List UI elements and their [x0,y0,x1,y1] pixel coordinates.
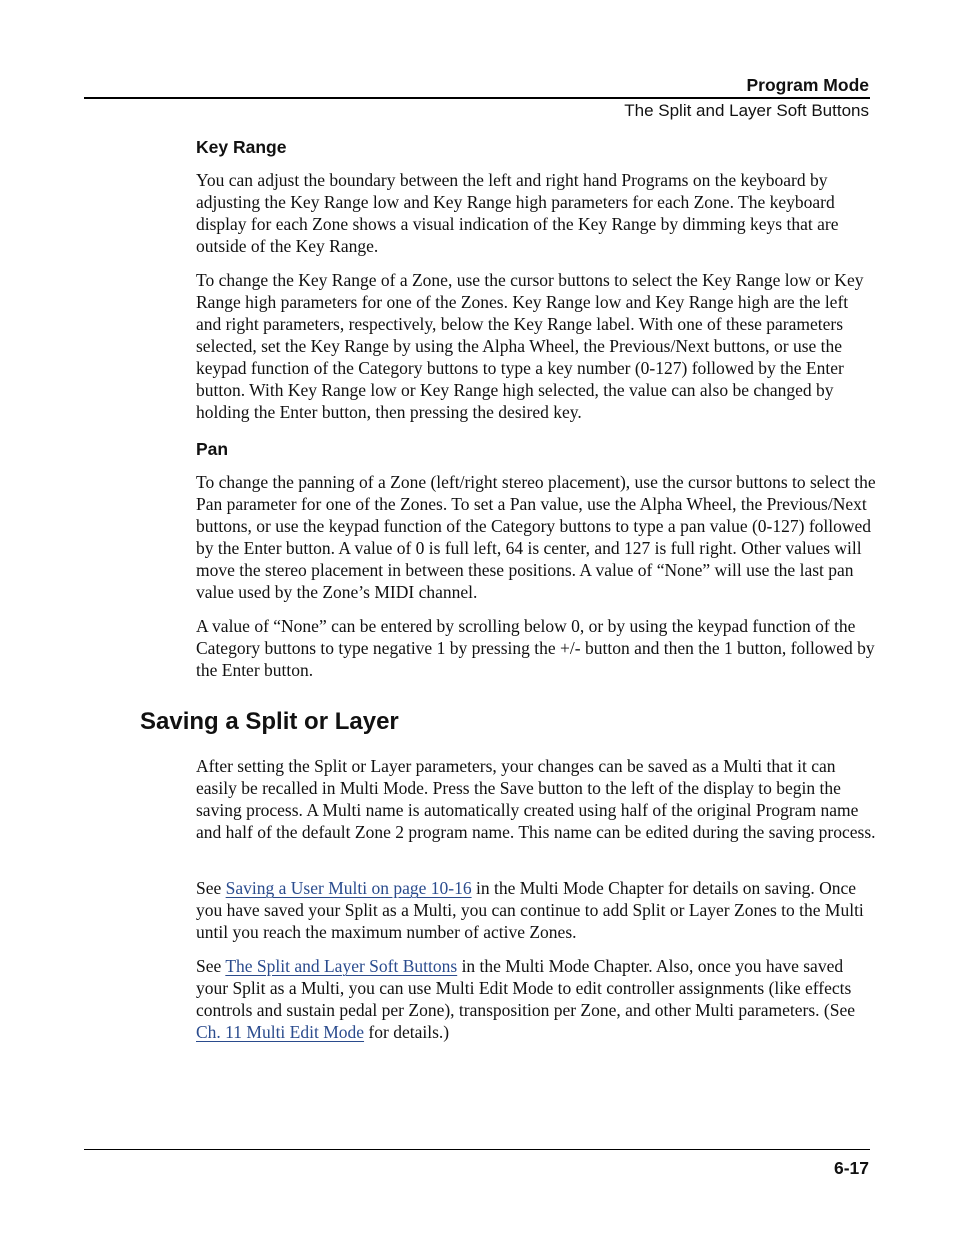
heading-key-range: Key Range [196,137,287,157]
heading-pan: Pan [196,439,229,459]
footer-rule [84,1149,870,1150]
saving-p2-pre: See [196,878,226,898]
saving-p3-pre: See [196,956,226,976]
key-range-paragraph-2: To change the Key Range of a Zone, use the cursor buttons to select the Key Range low or Key Range high parameters for one of the Zones. Key Range low and Key Range high are the left and right parameters, respectively, below the Key Range label. With one of these parameters selected, set the Key Range by using the Alpha Wheel, the Previous/Next buttons, or use the keypad function of the Category buttons to type a key number (0-127) followed by the Enter button. With Key Range low or Key Range high selected, the value can also be changed by holding the Enter button, then pressing the desired key. [196,270,864,422]
saving-p3-post: for details.) [364,1022,450,1042]
header-subsection-title: The Split and Layer Soft Buttons [624,101,869,120]
saving-p3-mid: in the Multi Mode Chapter. Also, once you have saved your Split as a Multi, you can use Multi Edit Mode to edit controller assignments (like effects controls and sustain pedal per Zone), transposition per Zone, and other Multi parameters. (See [196,956,855,1020]
saving-paragraph-2 [196,877,876,943]
saving-paragraph-1: After setting the Split or Layer parameters, your changes can be saved as a Multi that it can easily be recalled in Multi Mode. Press the Save button to the left of the display to begin the saving process. A Multi name is automatically created using half of the original Program name and half of the default Zone 2 program name. This name can be edited during the saving process. [196,756,876,842]
link-multi-edit-mode[interactable]: Ch. 11 Multi Edit Mode [196,1022,365,1042]
key-range-paragraph-1: You can adjust the boundary between the left and right hand Programs on the keyboard by adjusting the Key Range low and Key Range high parameters for each Zone. The keyboard display for each Zone shows a visual indication of the Key Range by dimming keys that are outside of the Key Range. [196,170,839,256]
page-number: 6-17 [833,1158,869,1178]
header-section-title: Program Mode [746,75,869,95]
link-split-layer-soft-buttons[interactable]: The Split and Layer Soft Buttons [225,956,458,976]
saving-p2-post: in the Multi Mode Chapter for details on saving. Once you have saved your Split as a Multi, you can continue to add Split or Layer Zones to the Multi until you reach the maximum number of active Zones. [196,878,864,942]
pan-paragraph-1: To change the panning of a Zone (left/right stereo placement), use the cursor buttons to select the Pan parameter for one of the Zones. To set a Pan value, use the Alpha Wheel, the Previous/Next buttons, or use the keypad function of the Category buttons to type a pan value (0-127) followed by the Enter button. A value of 0 is full left, 64 is center, and 127 is full right. Other values will move the stereo placement in between these positions. A value of “None” will use the last pan value used by the Zone’s MIDI channel. [196,472,876,602]
heading-saving-split-layer: Saving a Split or Layer [140,708,399,735]
link-saving-user-multi[interactable]: Saving a User Multi on page 10-16 [225,878,472,898]
header-rule [84,97,870,99]
pan-paragraph-2: A value of “None” can be entered by scrolling below 0, or by using the keypad function of the Category buttons to type negative 1 by pressing the +/- button and then the 1 button, followed by the Enter button. [196,616,875,680]
saving-paragraph-3 [196,955,876,1043]
